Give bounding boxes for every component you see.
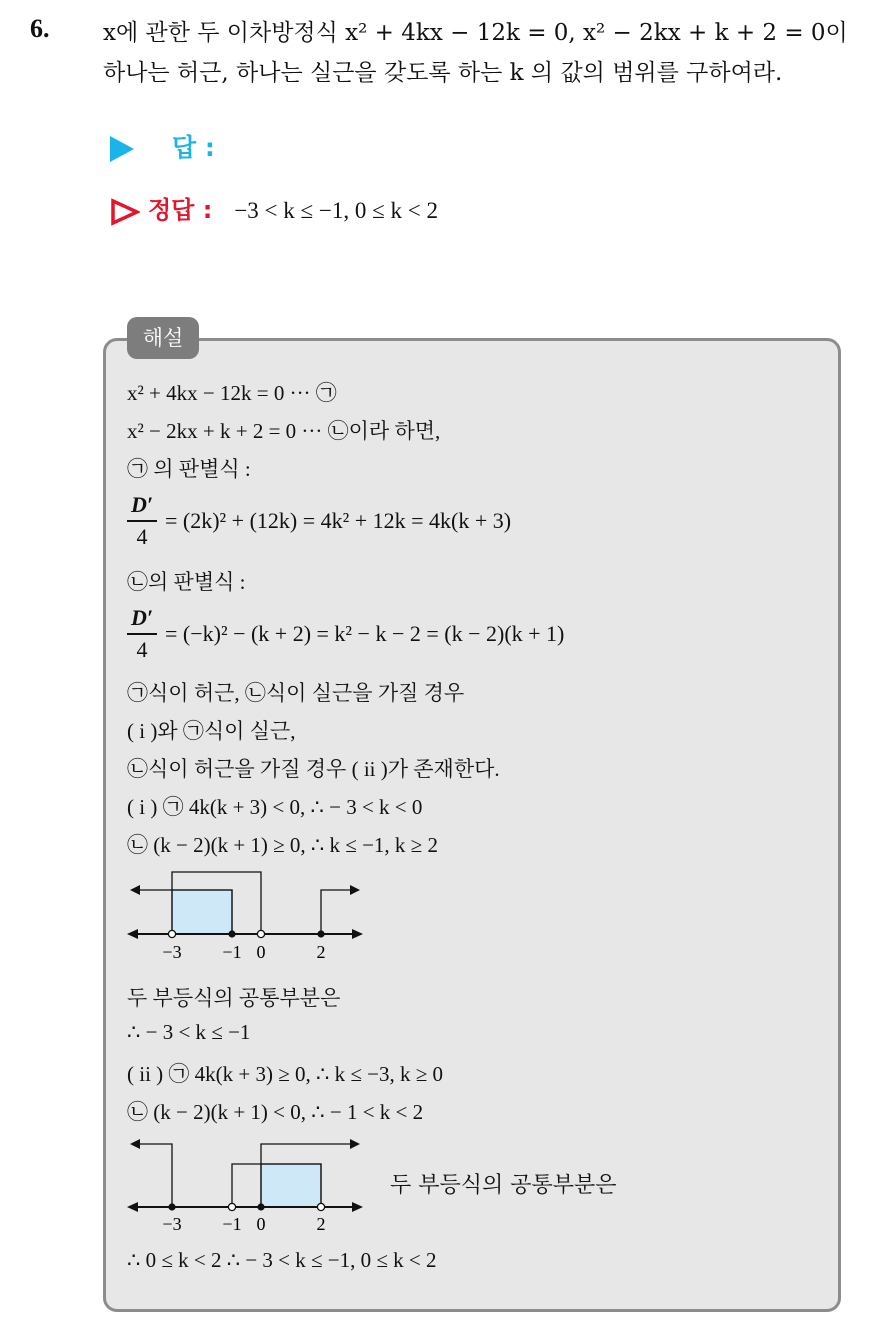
question-number: 6. xyxy=(30,14,50,43)
outline-arrow-icon xyxy=(110,198,140,226)
play-arrow-icon xyxy=(110,136,134,162)
question-text-line-1: x에 관한 두 이차방정식 x² + 4kx − 12k = 0, x² − 2kx + k + 2 = 0이 xyxy=(103,20,848,46)
solution-line: ㉠식이 허근, ㉡식이 실근을 가질 경우 xyxy=(127,681,465,705)
solution-line: ∴ − 3 < k ≤ −1 xyxy=(127,1020,251,1044)
correct-answer-value: −3 < k ≤ −1, 0 ≤ k < 2 xyxy=(234,198,438,223)
solution-line: = (2k)² + (12k) = 4k² + 12k = 4k(k + 3) xyxy=(165,508,512,533)
tick-label: −1 xyxy=(222,942,242,962)
correct-answer-label: 정답 : xyxy=(148,196,213,224)
solution-line: ㉡ (k − 2)(k + 1) < 0, ∴ − 1 < k < 2 xyxy=(127,1100,424,1124)
solution-line: = (−k)² − (k + 2) = k² − k − 2 = (k − 2)(k + 1) xyxy=(165,621,565,646)
solution-line: ㉡식이 허근을 가질 경우 ( ii )가 존재한다. xyxy=(127,757,500,781)
fraction-numerator: D′ xyxy=(127,492,157,522)
number-line-2 xyxy=(120,1136,370,1236)
fraction-denominator: 4 xyxy=(136,637,148,662)
fraction-denominator: 4 xyxy=(136,524,148,549)
tick-label: 0 xyxy=(256,942,266,962)
number-line-1 xyxy=(120,868,370,968)
solution-line: 두 부등식의 공통부분은 xyxy=(390,1173,617,1198)
tick-label: 2 xyxy=(316,942,326,962)
solution-line: x² + 4kx − 12k = 0 ··· ㉠ xyxy=(127,381,337,405)
tick-label: −1 xyxy=(222,1214,242,1234)
solution-line: ( ii ) ㉠ 4k(k + 3) ≥ 0, ∴ k ≤ −3, k ≥ 0 xyxy=(127,1062,444,1086)
fraction-numerator: D′ xyxy=(127,605,157,635)
solution-line: ( i )와 ㉠식이 실근, xyxy=(127,719,296,743)
solution-line: 두 부등식의 공통부분은 xyxy=(127,986,341,1010)
tick-label: −3 xyxy=(162,942,182,962)
correct-answer-row xyxy=(110,190,438,226)
fraction xyxy=(127,605,157,663)
fraction xyxy=(127,492,157,550)
solution-line: ㉡의 판별식 : xyxy=(127,570,246,594)
solution-line: ∴ 0 ≤ k < 2 ∴ − 3 < k ≤ −1, 0 ≤ k < 2 xyxy=(127,1248,437,1272)
solution-line: ㉠ 의 판별식 : xyxy=(127,457,251,481)
solution-tag: 해설 xyxy=(127,317,199,359)
tick-label: −3 xyxy=(162,1214,182,1234)
tick-label: 0 xyxy=(256,1214,266,1234)
solution-line: x² − 2kx + k + 2 = 0 ··· ㉡이라 하면, xyxy=(127,419,441,443)
solution-line: ㉡ (k − 2)(k + 1) ≥ 0, ∴ k ≤ −1, k ≥ 2 xyxy=(127,833,438,857)
question-text-line-2: 하나는 허근, 하나는 실근을 갖도록 하는 k 의 값의 범위를 구하여라. xyxy=(103,60,783,86)
solution-line: ( i ) ㉠ 4k(k + 3) < 0, ∴ − 3 < k < 0 xyxy=(127,795,423,819)
answer-label: 답 : xyxy=(172,133,215,162)
tick-label: 2 xyxy=(316,1214,326,1234)
answer-row xyxy=(110,128,215,164)
